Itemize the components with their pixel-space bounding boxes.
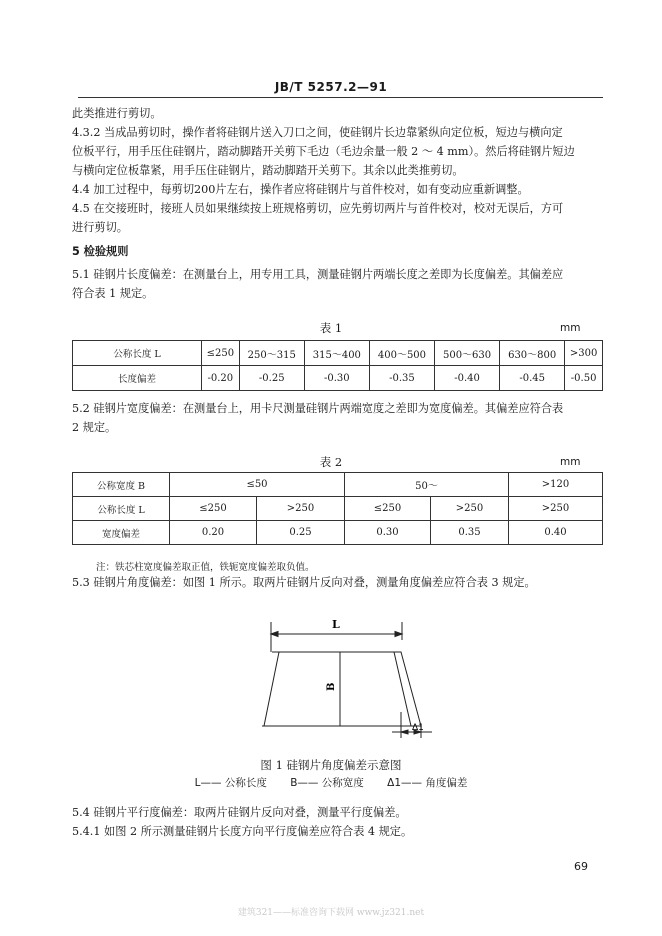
paragraph-4-3-2-line2: 位板平行，用手压住硅钢片，踏动脚踏开关剪下毛边（毛边余量一般 2 ～ 4 mm）。然后将硅钢片短边: [72, 145, 575, 158]
table2-note: 注：铁芯柱宽度偏差取正值，铁轭宽度偏差取负值。: [96, 562, 315, 573]
paragraph-5-1-line2: 符合表 1 规定。: [72, 287, 154, 300]
table-cell: -0.20: [202, 366, 240, 391]
table1: [72, 340, 603, 391]
paragraph-5-4-1: 5.4.1 如图 2 所示测量硅钢片长度方向平行度偏差应符合表 4 规定。: [72, 825, 413, 838]
table-cell: 公称长度 L: [73, 341, 202, 366]
table-cell: -0.50: [565, 366, 603, 391]
table-cell: ≤50: [170, 473, 345, 497]
table-row: [73, 473, 603, 497]
paragraph-5-2-line2: 2 规定。: [72, 421, 117, 434]
table-cell: 长度偏差: [73, 366, 202, 391]
paragraph-p0: 此类推进行剪切。: [72, 107, 162, 120]
table-cell: 0.30: [345, 521, 431, 545]
table-cell: -0.25: [239, 366, 304, 391]
table-cell: >250: [431, 497, 509, 521]
table-cell: >120: [509, 473, 603, 497]
document-header: JB/T 5257.2—91: [274, 80, 388, 94]
figure1-label-B: B: [326, 682, 337, 691]
paragraph-4-5-line2: 进行剪切。: [72, 221, 128, 234]
table2: [72, 472, 603, 545]
table-cell: ≤250: [170, 497, 257, 521]
paragraph-4-4: 4.4 加工过程中，每剪切200片左右，操作者应将硅钢片与首件校对，如有变动应重新调整。: [72, 183, 529, 196]
table-cell: 公称宽度 B: [73, 473, 170, 497]
figure1-caption: 图 1 硅钢片角度偏差示意图: [260, 758, 402, 772]
table-cell: 0.20: [170, 521, 257, 545]
table2-title: 表 2: [319, 455, 343, 469]
legend-L: L—— 公称长度: [194, 777, 267, 789]
table-cell: 630～800: [500, 341, 565, 366]
table-row: [73, 497, 603, 521]
table-cell: 400～500: [369, 341, 434, 366]
table-cell: -0.45: [500, 366, 565, 391]
paragraph-5-1-line1: 5.1 硅钢片长度偏差：在测量台上，用专用工具，测量硅钢片两端长度之差即为长度偏差。其偏差应: [72, 268, 564, 281]
table-cell: -0.40: [435, 366, 500, 391]
table-cell: ≤250: [345, 497, 431, 521]
figure1-label-L: L: [332, 618, 340, 631]
table-cell: 0.25: [257, 521, 345, 545]
page-number: 69: [574, 860, 588, 873]
paragraph-4-3-2-line3: 与横向定位板靠紧，用手压住硅钢片，踏动脚踏开关剪下。其余以此类推剪切。: [72, 164, 464, 177]
table-cell: -0.30: [304, 366, 369, 391]
table1-title: 表 1: [319, 321, 343, 335]
table-row: [73, 521, 603, 545]
table-cell: ≤250: [202, 341, 240, 366]
table-cell: 0.40: [509, 521, 603, 545]
table-row: [73, 341, 603, 366]
figure1-diagram: [262, 612, 442, 740]
table-cell: 0.35: [431, 521, 509, 545]
paragraph-5-3: 5.3 硅钢片角度偏差：如图 1 所示。取两片硅钢片反向对叠，测量角度偏差应符合表 3 规定。: [72, 576, 536, 589]
table-cell: 50～: [345, 473, 509, 497]
figure1-label-delta: Δ1: [412, 723, 424, 733]
section-heading-5: 5 检验规则: [72, 245, 129, 258]
paragraph-5-4: 5.4 硅钢片平行度偏差：取两片硅钢片反向对叠，测量平行度偏差。: [72, 806, 407, 819]
legend-B: B—— 公称宽度: [290, 777, 364, 789]
table-cell: >250: [257, 497, 345, 521]
paragraph-5-2-line1: 5.2 硅钢片宽度偏差：在测量台上，用卡尺测量硅钢片两端宽度之差即为宽度偏差。其偏差应符合表: [72, 402, 564, 415]
table-cell: 500～630: [435, 341, 500, 366]
header-rule: [78, 97, 603, 98]
table1-unit: mm: [560, 322, 581, 334]
table-cell: 宽度偏差: [73, 521, 170, 545]
watermark: 建筑321——标准咨询下载网 www.jz321.net: [237, 908, 425, 918]
table-cell: 250～315: [239, 341, 304, 366]
table-cell: -0.35: [369, 366, 434, 391]
figure1-legend: [0, 775, 662, 790]
table-cell: 公称长度 L: [73, 497, 170, 521]
table-row: [73, 366, 603, 391]
table-cell: >300: [565, 341, 603, 366]
legend-delta: Δ1—— 角度偏差: [387, 777, 468, 789]
table2-unit: mm: [560, 456, 581, 468]
table-cell: >250: [509, 497, 603, 521]
paragraph-4-3-2-line1: 4.3.2 当成品剪切时，操作者将硅钢片送入刀口之间，使硅钢片长边靠紧纵向定位板，短边与横向定: [72, 126, 563, 139]
table-cell: 315～400: [304, 341, 369, 366]
paragraph-4-5-line1: 4.5 在交接班时，接班人员如果继续按上班规格剪切，应先剪切两片与首件校对，校对无误后，方可: [72, 202, 564, 215]
